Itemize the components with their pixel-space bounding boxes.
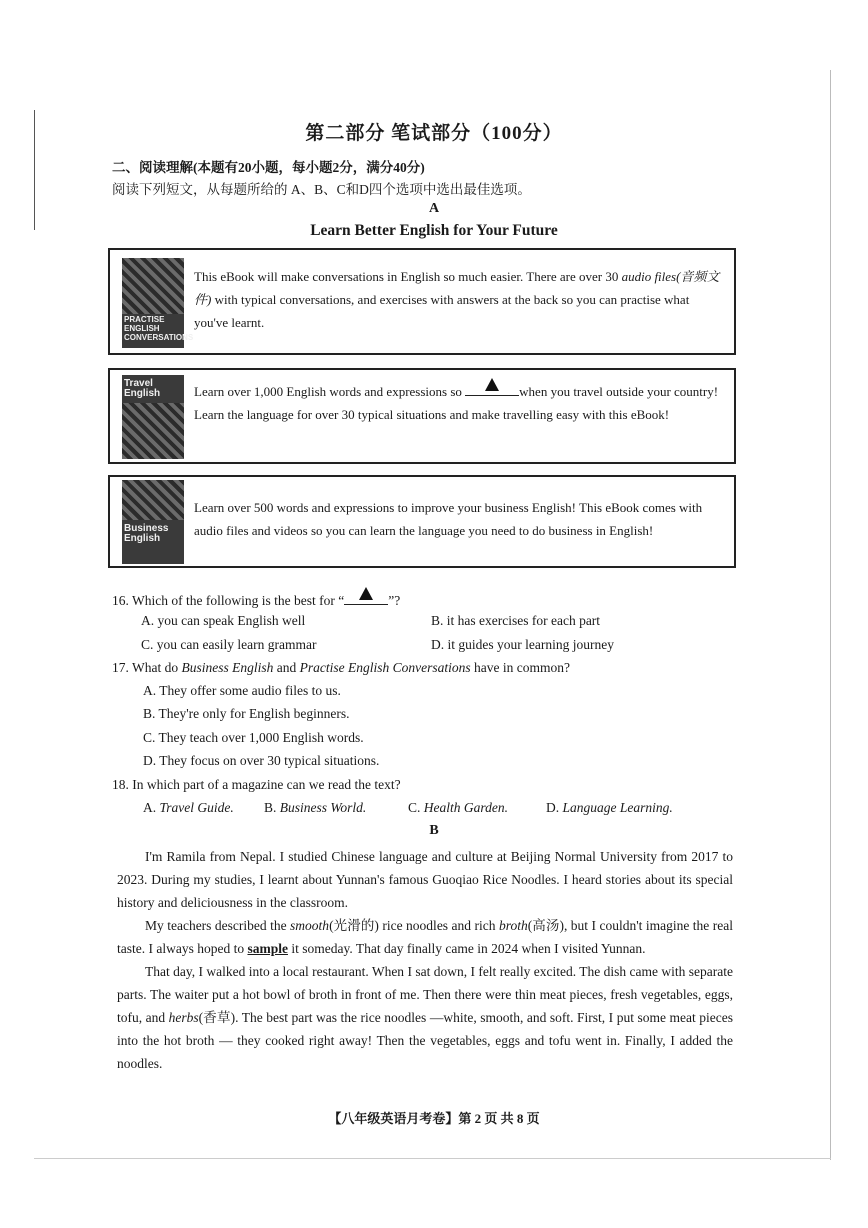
option-text: Language Learning. <box>562 800 673 815</box>
cover-title: Business English <box>124 523 169 544</box>
answer-blank <box>344 590 388 605</box>
ebook-cover-business <box>122 480 184 564</box>
ad-box-business <box>108 475 736 568</box>
text-run: That day, I walked into a local restaurant. When I sat down, I felt really excited. The dish came with separate parts. The waiter put a hot bowl of broth in front of me. Then there were thin meat pieces, fresh vegetables, eggs, tofu, and <box>117 964 733 1025</box>
question-stem: 17. What do <box>112 660 182 675</box>
ad-text-italic: audio files(音频文件) <box>194 269 720 307</box>
passage-b-paragraph-2 <box>117 914 733 960</box>
q18-option-a <box>143 800 234 816</box>
ad-box-travel <box>108 368 736 464</box>
q16-option-a: A. you can speak English well <box>141 613 306 628</box>
passage-a-letter: A <box>428 201 440 216</box>
option-letter: D. <box>546 800 563 815</box>
option-text: Health Garden. <box>423 800 509 815</box>
passage-b-paragraph-1: I'm Ramila from Nepal. I studied Chinese language and culture at Beijing Normal University from 2017 to 2023. During my studies, I learnt about Yunnan's famous Guoqiao Rice Noodles. I heard stories about its special history and deliciousness in the classroom. <box>117 849 733 910</box>
scan-edge-bottom <box>34 1158 831 1159</box>
option-text: Travel Guide. <box>159 800 234 815</box>
question-stem: have in common? <box>470 660 570 675</box>
text-run: (光滑的) rice noodles and rich <box>329 918 499 933</box>
page-footer: 【八年级英语月考卷】第 2 页 共 8 页 <box>328 1111 540 1126</box>
ad-text-part: when you travel outside your country! Learn the language for over 30 typical situations and make travelling easy with this eBook! <box>194 384 719 422</box>
passage-b-paragraph-3 <box>117 960 733 1075</box>
option-text: Business World. <box>279 800 367 815</box>
question-stem-italic: Business English <box>181 660 274 675</box>
question-18: 18. In which part of a magazine can we read the text? <box>112 777 401 792</box>
triangle-icon <box>359 587 373 600</box>
ebook-cover-travel <box>122 375 184 459</box>
question-stem: and <box>273 660 300 675</box>
question-stem-italic: Practise English Conversations <box>299 660 471 675</box>
q16-option-c: C. you can easily learn grammar <box>141 637 317 652</box>
q17-option-d: D. They focus on over 30 typical situations. <box>143 753 380 768</box>
option-letter: C. <box>408 800 424 815</box>
ebook-cover-conversations <box>122 258 194 348</box>
q18-option-d <box>546 800 673 816</box>
section-instruction: 阅读下列短文，从每题所给的 A、B、C和D四个选项中选出最佳选项。 <box>112 182 531 197</box>
ad-text-part: This eBook will make conversations in English so much easier. There are over 30 <box>194 269 622 284</box>
q17-option-b: B. They're only for English beginners. <box>143 706 350 721</box>
glossed-word: herbs <box>168 1010 199 1025</box>
text-run: (香草). The best part was the rice noodles —white, smooth, and soft. First, I put some meat pieces into the hot broth — they cooked right away! Then the vegetables, eggs and tofu went in. Finally, I added the noodles. <box>117 1010 733 1071</box>
passage-a-title: Learn Better English for Your Future <box>310 222 558 239</box>
ad-box-conversations <box>108 248 736 355</box>
ad-text-travel <box>194 380 724 426</box>
ad-text-conversations <box>194 265 724 334</box>
q18-option-b <box>264 800 366 816</box>
section-heading: 二、阅读理解(本题有20小题，每小题2分，满分40分) <box>112 160 425 175</box>
ad-text-part: Learn over 1,000 English words and expressions so <box>194 384 466 399</box>
question-17 <box>112 660 570 676</box>
question-stem: 16. Which of the following is the best for “ <box>112 593 345 608</box>
question-stem: ”? <box>388 593 401 608</box>
page-title: 第二部分 笔试部分（100分） <box>305 123 563 144</box>
text-run: My teachers described the <box>145 918 291 933</box>
answer-blank <box>465 381 519 396</box>
q18-option-c <box>408 800 508 816</box>
q17-option-c: C. They teach over 1,000 English words. <box>143 730 364 745</box>
cover-title: Travel English <box>124 378 161 399</box>
triangle-icon <box>485 378 499 391</box>
q17-option-a: A. They offer some audio files to us. <box>143 683 341 698</box>
q16-option-b: B. it has exercises for each part <box>431 613 601 628</box>
cover-title: PRACTISE ENGLISH CONVERSATIONS <box>124 315 194 342</box>
underlined-word: sample <box>247 941 288 956</box>
q16-option-d: D. it guides your learning journey <box>431 637 614 652</box>
glossed-word: smooth <box>290 918 330 933</box>
passage-b-letter: B <box>429 823 439 838</box>
glossed-word: broth <box>498 918 528 933</box>
option-letter: A. <box>143 800 160 815</box>
text-run: it someday. That day finally came in 2024 when I visited Yunnan. <box>287 941 646 956</box>
ad-text-business: Learn over 500 words and expressions to improve your business English! This eBook comes with audio files and videos so you can learn the language you need to do business in English! <box>194 500 703 538</box>
question-16 <box>112 590 400 609</box>
ad-text-part: with typical conversations, and exercises with answers at the back so you can practise what you've learnt. <box>194 292 690 330</box>
option-letter: B. <box>264 800 280 815</box>
text-run: (高汤), but I couldn't imagine the real taste. I always hoped to <box>117 918 733 956</box>
